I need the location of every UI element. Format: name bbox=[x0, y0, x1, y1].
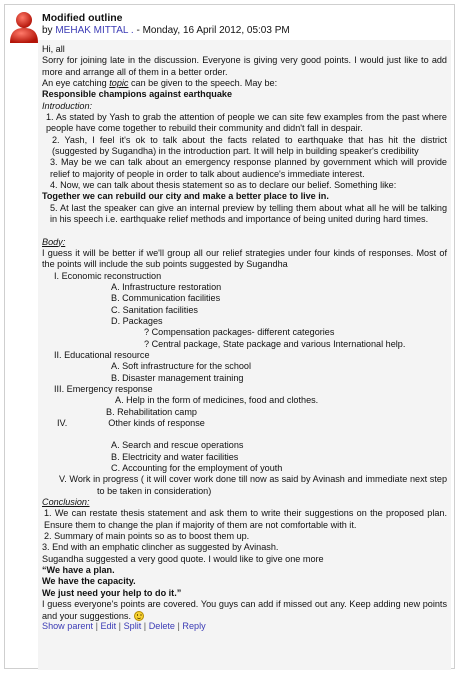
outline-item: A. Search and rescue operations bbox=[111, 440, 244, 451]
post-header bbox=[42, 12, 451, 37]
outline-heading: I. Economic reconstruction bbox=[54, 270, 162, 281]
catch-line: An eye catching topic can be given to the speech. May be: bbox=[42, 78, 278, 89]
user-avatar-icon[interactable] bbox=[8, 10, 40, 44]
intro-item: 4. Now, we can talk about thesis statement so as to declare our belief. Something like: bbox=[50, 180, 397, 191]
intro-item: 3. May be we can talk about an emergency response planned by government which will provide relief to majority of people in order to talk about audience's immediate interest. bbox=[50, 157, 447, 179]
iv-number: IV. bbox=[57, 418, 68, 428]
outline-item: A. Help in the form of medicines, food and clothes. bbox=[115, 395, 319, 406]
outline-item: B. Disaster management training bbox=[111, 372, 244, 383]
topic-word: topic bbox=[109, 78, 129, 89]
by-label: by bbox=[42, 25, 53, 36]
reply-link[interactable]: Reply bbox=[182, 621, 206, 631]
package-item: ? Central package, State package and various International help. bbox=[144, 338, 406, 349]
quote-line: “We have a plan. bbox=[42, 565, 115, 576]
post-subject: Modified outline bbox=[42, 12, 123, 24]
show-parent-link[interactable]: Show parent bbox=[42, 621, 94, 631]
outline-heading: II. Educational resource bbox=[54, 349, 150, 360]
quote-line: We just need your help to do it.” bbox=[42, 587, 182, 598]
outline-item: B. Electricity and water facilities bbox=[111, 451, 239, 462]
delete-link[interactable]: Delete bbox=[148, 621, 175, 631]
outline-heading: III. Emergency response bbox=[54, 383, 153, 394]
post-date: - Monday, 16 April 2012, 05:03 PM bbox=[133, 25, 290, 36]
closing-paragraph: I guess everyone's points are covered. You guys can add if missed out any. Keep adding new points and your suggestions. bbox=[42, 599, 447, 621]
conclusion-label: Conclusion: bbox=[42, 497, 90, 508]
body-label: Body: bbox=[42, 236, 66, 247]
intro-item: 1. As stated by Yash to grab the attention of people we can site few examples from the past where people have come together to rebuild their community and didn't fall in despair. bbox=[46, 112, 447, 134]
post-actions: Show parent | Edit | Split | Delete | Reply bbox=[42, 621, 206, 631]
thesis-statement: Together we can rebuild our city and make a better place to live in. bbox=[42, 191, 329, 202]
speech-title: Responsible champions against earthquake bbox=[42, 89, 233, 100]
outline-item: B. Rehabilitation camp bbox=[106, 406, 197, 417]
conclusion-item: 2. Summary of main points so as to boost them up. bbox=[44, 531, 250, 542]
outline-item: C. Sanitation facilities bbox=[111, 304, 198, 315]
outline-heading: V. Work in progress ( it will cover work done till now as said by Avinash and immediate next step to be taken in consideration) bbox=[59, 474, 447, 496]
post-byline bbox=[42, 25, 451, 37]
intro-paragraph: Sorry for joining late in the discussion. Everyone is giving very good points. I would just like to add more and arrange all of them in a better order. bbox=[42, 55, 447, 77]
intro-item: 5. At last the speaker can give an internal preview by telling them about what all he will be talking in his speech i.e. earthquake relief methods and importance of being united during hard times. bbox=[50, 202, 447, 225]
split-link[interactable]: Split bbox=[123, 621, 142, 631]
conclusion-item: 1. We can restate thesis statement and ask them to write their suggestions on the proposed plan. Ensure them to change the plan if majority of them are not comfortable with it. bbox=[44, 508, 447, 530]
outline-item: B. Communication facilities bbox=[111, 293, 221, 304]
package-item: ? Compensation packages- different categories bbox=[144, 327, 335, 338]
greeting: Hi, all bbox=[42, 44, 65, 54]
smiley-icon bbox=[134, 611, 144, 621]
outline-item: A. Infrastructure restoration bbox=[111, 281, 222, 292]
intro-item: 2. Yash, I feel it's ok to talk about the facts related to earthquake that has hit the district (suggested by Sugandha) in the introduction part. It will help in building speaker's credibility bbox=[52, 134, 447, 157]
quote-line: We have the capacity. bbox=[42, 576, 136, 587]
outline-item: D. Packages bbox=[111, 315, 163, 326]
introduction-label: Introduction: bbox=[42, 100, 93, 111]
outline-heading bbox=[42, 418, 447, 429]
conclusion-item: 3. End with an emphatic clincher as suggested by Avinash. bbox=[42, 542, 279, 553]
body-paragraph: I guess it will be better if we'll group all our relief strategies under four kinds of responses. Most of the points will include the sub points suggested by Sugandha bbox=[42, 247, 447, 270]
outline-item: C. Accounting for the employment of youth bbox=[111, 463, 283, 474]
iv-title: Other kinds of response bbox=[108, 418, 205, 428]
edit-link[interactable]: Edit bbox=[100, 621, 117, 631]
author-link[interactable]: MEHAK MITTAL . bbox=[55, 25, 134, 36]
quote-intro: Sugandha suggested a very good quote. I would like to give one more bbox=[42, 553, 324, 564]
post-content bbox=[38, 40, 451, 670]
outline-item: A. Soft infrastructure for the school bbox=[111, 361, 252, 372]
